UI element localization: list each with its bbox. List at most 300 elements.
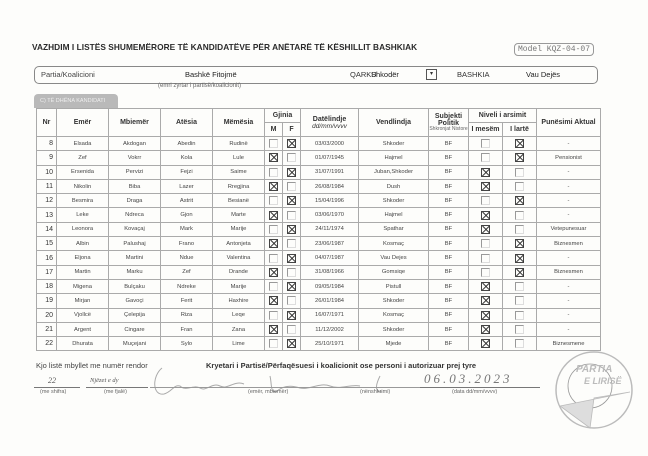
header-subjekti xyxy=(429,109,469,137)
gender-m-cell xyxy=(265,194,283,208)
education-larte-cell xyxy=(503,165,537,179)
first-name: Vjollcë xyxy=(57,308,109,322)
political-subject: BF xyxy=(429,322,469,336)
last-name: Marku xyxy=(109,265,161,279)
education-mesem-cell xyxy=(469,137,503,151)
table-row xyxy=(37,294,601,308)
candidates-table xyxy=(36,108,601,351)
mother-name: Marije xyxy=(213,222,265,236)
employment: Biznesmen xyxy=(537,237,601,251)
header-punesimi: Punësimi Aktual xyxy=(537,109,601,137)
education-larte-checkbox[interactable] xyxy=(515,196,524,205)
education-larte-checkbox[interactable] xyxy=(515,139,524,148)
table-row xyxy=(37,137,601,151)
political-subject: BF xyxy=(429,194,469,208)
birthplace: Kosmaç xyxy=(359,308,429,322)
birthplace: Pistull xyxy=(359,279,429,293)
birthplace: Mjede xyxy=(359,337,429,351)
education-larte-checkbox[interactable] xyxy=(515,268,524,277)
table-row xyxy=(37,151,601,165)
date-underline xyxy=(420,387,540,388)
education-mesem-cell xyxy=(469,308,503,322)
first-name: Ersenida xyxy=(57,165,109,179)
table-row xyxy=(37,322,601,336)
education-larte-cell xyxy=(503,194,537,208)
last-name: Martini xyxy=(109,251,161,265)
mother-name: Rregjina xyxy=(213,179,265,193)
gender-m-cell xyxy=(265,165,283,179)
education-mesem-checkbox[interactable] xyxy=(481,282,490,291)
education-mesem-checkbox[interactable] xyxy=(481,268,490,277)
birthplace: Shkoder xyxy=(359,194,429,208)
gender-m-cell xyxy=(265,208,283,222)
birthplace: Hajmel xyxy=(359,208,429,222)
political-subject: BF xyxy=(429,251,469,265)
gender-m-cell xyxy=(265,151,283,165)
gender-m-checkbox[interactable] xyxy=(269,182,278,191)
first-name: Martin xyxy=(57,265,109,279)
gender-m-checkbox[interactable] xyxy=(269,296,278,305)
education-mesem-checkbox[interactable] xyxy=(481,239,490,248)
last-name: Pervizi xyxy=(109,165,161,179)
qarku-dropdown-icon[interactable]: ▾ xyxy=(426,69,437,80)
words-underline xyxy=(86,387,148,388)
gender-f-checkbox[interactable] xyxy=(287,239,296,248)
gender-f-cell xyxy=(283,179,301,193)
education-mesem-cell xyxy=(469,294,503,308)
gender-f-cell xyxy=(283,308,301,322)
employment: - xyxy=(537,322,601,336)
gender-m-checkbox[interactable] xyxy=(269,139,278,148)
table-row xyxy=(37,265,601,279)
row-number: 14 xyxy=(37,222,57,236)
date-of-birth: 01/07/1945 xyxy=(301,151,359,165)
gender-m-cell xyxy=(265,179,283,193)
table-row xyxy=(37,337,601,351)
education-larte-checkbox[interactable] xyxy=(515,182,524,191)
employment: Pensionist xyxy=(537,151,601,165)
employment: - xyxy=(537,165,601,179)
education-mesem-cell xyxy=(469,194,503,208)
hint-date: (data dd/mm/vvvv) xyxy=(452,389,498,395)
row-number: 8 xyxy=(37,137,57,151)
date-of-birth: 26/08/1984 xyxy=(301,179,359,193)
header-niveli: Niveli i arsimit xyxy=(469,109,537,123)
row-number: 17 xyxy=(37,265,57,279)
header-mbiemer: Mbiemër xyxy=(109,109,161,137)
header-gjinia: Gjinia xyxy=(265,109,301,123)
education-mesem-cell xyxy=(469,279,503,293)
employment: Biznesmen xyxy=(537,265,601,279)
political-subject: BF xyxy=(429,237,469,251)
closing-number-digits: 22 xyxy=(48,376,56,385)
gender-f-checkbox[interactable] xyxy=(287,139,296,148)
education-mesem-cell xyxy=(469,265,503,279)
gender-m-checkbox[interactable] xyxy=(269,239,278,248)
date-of-birth: 04/07/1987 xyxy=(301,251,359,265)
date-of-birth: 26/01/1984 xyxy=(301,294,359,308)
gender-m-cell xyxy=(265,265,283,279)
date-of-birth: 16/07/1971 xyxy=(301,308,359,322)
education-mesem-checkbox[interactable] xyxy=(481,225,490,234)
education-mesem-cell xyxy=(469,151,503,165)
gender-f-cell xyxy=(283,165,301,179)
row-number: 10 xyxy=(37,165,57,179)
signature-underline xyxy=(150,387,450,388)
date-of-birth: 15/04/1996 xyxy=(301,194,359,208)
date-of-birth: 24/11/1974 xyxy=(301,222,359,236)
date-of-birth: 03/03/2000 xyxy=(301,137,359,151)
first-name: Dhurata xyxy=(57,337,109,351)
father-name: Fejzi xyxy=(161,165,213,179)
political-subject: BF xyxy=(429,137,469,151)
row-number: 18 xyxy=(37,279,57,293)
bashkia-label: BASHKIA xyxy=(457,70,490,79)
education-larte-cell xyxy=(503,322,537,336)
political-subject: BF xyxy=(429,165,469,179)
gender-f-cell xyxy=(283,237,301,251)
table-row xyxy=(37,194,601,208)
father-name: Gjon xyxy=(161,208,213,222)
education-mesem-checkbox[interactable] xyxy=(481,153,490,162)
education-mesem-cell xyxy=(469,179,503,193)
father-name: Ferit xyxy=(161,294,213,308)
education-mesem-checkbox[interactable] xyxy=(481,139,490,148)
employment: - xyxy=(537,294,601,308)
education-larte-checkbox[interactable] xyxy=(515,153,524,162)
gender-f-checkbox[interactable] xyxy=(287,168,296,177)
gender-m-checkbox[interactable] xyxy=(269,153,278,162)
education-larte-cell xyxy=(503,265,537,279)
first-name: Leonora xyxy=(57,222,109,236)
header-datelindje-label: Datëlindje xyxy=(312,115,347,123)
mother-name: Zana xyxy=(213,322,265,336)
gender-m-cell xyxy=(265,294,283,308)
gender-m-checkbox[interactable] xyxy=(269,211,278,220)
closing-text: Kjo listë mbyllet me numër rendor xyxy=(36,361,148,370)
education-mesem-checkbox[interactable] xyxy=(481,325,490,334)
document-title: VAZHDIM I LISTËS SHUMEMËRORE TË KANDIDATËVE PËR ANËTARË TË KËSHILLIT BASHKIAK xyxy=(32,42,418,52)
last-name: Kovaçaj xyxy=(109,222,161,236)
father-name: Frano xyxy=(161,237,213,251)
table-row xyxy=(37,222,601,236)
gender-m-checkbox[interactable] xyxy=(269,268,278,277)
father-name: Fran xyxy=(161,322,213,336)
mother-name: Leqe xyxy=(213,308,265,322)
row-number: 22 xyxy=(37,337,57,351)
gender-f-cell xyxy=(283,265,301,279)
gender-f-cell xyxy=(283,294,301,308)
education-larte-cell xyxy=(503,294,537,308)
row-number: 19 xyxy=(37,294,57,308)
header-datelindje-format: dd/mm/vvvv xyxy=(312,122,347,130)
political-subject: BF xyxy=(429,337,469,351)
last-name: Ndreca xyxy=(109,208,161,222)
father-name: Mark xyxy=(161,222,213,236)
gender-f-checkbox[interactable] xyxy=(287,325,296,334)
gender-m-cell xyxy=(265,237,283,251)
gender-m-checkbox[interactable] xyxy=(269,339,278,348)
father-name: Kola xyxy=(161,151,213,165)
gender-f-checkbox[interactable] xyxy=(287,282,296,291)
gender-m-checkbox[interactable] xyxy=(269,282,278,291)
row-number: 15 xyxy=(37,237,57,251)
gender-f-cell xyxy=(283,251,301,265)
digits-underline xyxy=(34,387,80,388)
table-row xyxy=(37,179,601,193)
education-larte-checkbox[interactable] xyxy=(515,325,524,334)
date-of-birth: 31/08/1966 xyxy=(301,265,359,279)
table-row xyxy=(37,208,601,222)
education-mesem-cell xyxy=(469,237,503,251)
model-code: Model KQZ-04-07 xyxy=(514,43,594,56)
table-row xyxy=(37,165,601,179)
table-row xyxy=(37,308,601,322)
header-atesia: Atësia xyxy=(161,109,213,137)
gender-f-cell xyxy=(283,208,301,222)
education-mesem-cell xyxy=(469,337,503,351)
hint-words: (me fjalë) xyxy=(104,389,127,395)
gender-f-checkbox[interactable] xyxy=(287,196,296,205)
father-name: Astrit xyxy=(161,194,213,208)
education-mesem-cell xyxy=(469,222,503,236)
first-name: Nikolin xyxy=(57,179,109,193)
education-larte-checkbox[interactable] xyxy=(515,211,524,220)
education-mesem-checkbox[interactable] xyxy=(481,182,490,191)
birthplace: Gomsiqe xyxy=(359,265,429,279)
gender-f-cell xyxy=(283,137,301,151)
political-subject: BF xyxy=(429,308,469,322)
header-gjinia-f: F xyxy=(283,123,301,137)
education-larte-checkbox[interactable] xyxy=(515,296,524,305)
header-datelindje xyxy=(301,109,359,137)
gender-f-cell xyxy=(283,322,301,336)
gender-m-cell xyxy=(265,337,283,351)
mother-name: Marte xyxy=(213,208,265,222)
gender-f-cell xyxy=(283,194,301,208)
last-name: Biba xyxy=(109,179,161,193)
employment: Biznesmene xyxy=(537,337,601,351)
education-larte-checkbox[interactable] xyxy=(515,168,524,177)
political-subject: BF xyxy=(429,151,469,165)
education-larte-checkbox[interactable] xyxy=(515,282,524,291)
date-of-birth: 31/07/1991 xyxy=(301,165,359,179)
gender-f-checkbox[interactable] xyxy=(287,339,296,348)
party-label: Partia/Koalicioni xyxy=(41,70,95,79)
qarku-label: QARKU xyxy=(350,70,377,79)
education-mesem-checkbox[interactable] xyxy=(481,211,490,220)
education-mesem-cell xyxy=(469,165,503,179)
gender-f-checkbox[interactable] xyxy=(287,182,296,191)
education-larte-checkbox[interactable] xyxy=(515,339,524,348)
education-larte-cell xyxy=(503,222,537,236)
last-name: Vokrr xyxy=(109,151,161,165)
mother-name: Saime xyxy=(213,165,265,179)
mother-name: Drande xyxy=(213,265,265,279)
row-number: 13 xyxy=(37,208,57,222)
gender-f-cell xyxy=(283,222,301,236)
education-larte-cell xyxy=(503,179,537,193)
gender-f-checkbox[interactable] xyxy=(287,268,296,277)
gender-f-checkbox[interactable] xyxy=(287,211,296,220)
header-gjinia-m: M xyxy=(265,123,283,137)
political-subject: BF xyxy=(429,279,469,293)
birthplace: Dush xyxy=(359,179,429,193)
row-number: 12 xyxy=(37,194,57,208)
closing-number-words: Njëzet e dy xyxy=(90,377,119,384)
gender-m-checkbox[interactable] xyxy=(269,168,278,177)
father-name: Lazer xyxy=(161,179,213,193)
mother-name: Antonjeta xyxy=(213,237,265,251)
education-larte-checkbox[interactable] xyxy=(515,254,524,263)
gender-m-cell xyxy=(265,322,283,336)
employment: - xyxy=(537,279,601,293)
education-mesem-checkbox[interactable] xyxy=(481,311,490,320)
political-subject: BF xyxy=(429,265,469,279)
gender-f-cell xyxy=(283,337,301,351)
education-mesem-checkbox[interactable] xyxy=(481,168,490,177)
first-name: Argent xyxy=(57,322,109,336)
education-larte-checkbox[interactable] xyxy=(515,239,524,248)
date-of-birth: 09/05/1984 xyxy=(301,279,359,293)
date-of-birth: 23/06/1987 xyxy=(301,237,359,251)
gender-m-checkbox[interactable] xyxy=(269,225,278,234)
header-emer: Emër xyxy=(57,109,109,137)
birthplace: Juban,Shkoder xyxy=(359,165,429,179)
mother-name: Haxhire xyxy=(213,294,265,308)
education-larte-checkbox[interactable] xyxy=(515,225,524,234)
last-name: Cingare xyxy=(109,322,161,336)
row-number: 16 xyxy=(37,251,57,265)
employment: Vetepunesuar xyxy=(537,222,601,236)
father-name: Sylo xyxy=(161,337,213,351)
first-name: Migena xyxy=(57,279,109,293)
education-larte-cell xyxy=(503,137,537,151)
svg-text:E LIRISË: E LIRISË xyxy=(584,376,622,386)
first-name: Zef xyxy=(57,151,109,165)
hint-digits: (me shifra) xyxy=(40,389,67,395)
gender-f-checkbox[interactable] xyxy=(287,254,296,263)
mother-name: Rudinë xyxy=(213,137,265,151)
mother-name: Lime xyxy=(213,337,265,351)
handwritten-date: 06.03.2023 xyxy=(424,371,513,386)
employment: - xyxy=(537,208,601,222)
political-subject: BF xyxy=(429,208,469,222)
first-name: Mirjan xyxy=(57,294,109,308)
birthplace: Shkoder xyxy=(359,322,429,336)
header-vendlindja: Vendlindja xyxy=(359,109,429,137)
gender-m-cell xyxy=(265,222,283,236)
signatory-title: Kryetari i Partisë/Përfaqësuesi i koalicionit ose personi i autorizuar prej tyre xyxy=(206,361,477,370)
political-subject: BF xyxy=(429,179,469,193)
employment: - xyxy=(537,137,601,151)
first-name: Albin xyxy=(57,237,109,251)
header-niveli-mesem: I mesëm xyxy=(469,123,503,137)
mother-name: Lule xyxy=(213,151,265,165)
row-number: 21 xyxy=(37,322,57,336)
political-subject: BF xyxy=(429,294,469,308)
gender-m-checkbox[interactable] xyxy=(269,254,278,263)
education-mesem-checkbox[interactable] xyxy=(481,339,490,348)
svg-text:PARTIA: PARTIA xyxy=(576,364,613,375)
bashkia-field[interactable]: Vau Dejës xyxy=(526,70,561,79)
party-stamp xyxy=(550,348,640,432)
father-name: Zef xyxy=(161,265,213,279)
row-number: 11 xyxy=(37,179,57,193)
header-subjekti-label: Subjekti Politik xyxy=(434,113,463,127)
mother-name: Besianë xyxy=(213,194,265,208)
birthplace: Kosmaç xyxy=(359,237,429,251)
gender-f-cell xyxy=(283,151,301,165)
gender-m-cell xyxy=(265,251,283,265)
mother-name: Marije xyxy=(213,279,265,293)
education-mesem-checkbox[interactable] xyxy=(481,196,490,205)
section-tab: C) TË DHËNA KANDIDATI xyxy=(34,94,118,108)
birthplace: Hajmel xyxy=(359,151,429,165)
political-subject: BF xyxy=(429,222,469,236)
party-name-field[interactable]: Bashkë Fitojmë xyxy=(185,70,237,79)
gender-m-cell xyxy=(265,279,283,293)
education-mesem-checkbox[interactable] xyxy=(481,254,490,263)
gender-m-checkbox[interactable] xyxy=(269,325,278,334)
party-hint: (emri zyrtar i partisë/koalicionit) xyxy=(158,83,242,89)
employment: - xyxy=(537,251,601,265)
last-name: Bulçaku xyxy=(109,279,161,293)
gender-m-cell xyxy=(265,308,283,322)
date-of-birth: 25/10/1971 xyxy=(301,337,359,351)
hint-name: (emër, mbiemër) xyxy=(248,389,289,395)
first-name: Elsada xyxy=(57,137,109,151)
last-name: Draga xyxy=(109,194,161,208)
education-mesem-cell xyxy=(469,208,503,222)
last-name: Gavoçi xyxy=(109,294,161,308)
row-number: 9 xyxy=(37,151,57,165)
birthplace: Vau Dejes xyxy=(359,251,429,265)
education-larte-cell xyxy=(503,279,537,293)
header-nr: Nr xyxy=(37,109,57,137)
education-mesem-checkbox[interactable] xyxy=(481,296,490,305)
gender-f-checkbox[interactable] xyxy=(287,311,296,320)
education-larte-checkbox[interactable] xyxy=(515,311,524,320)
father-name: Abedin xyxy=(161,137,213,151)
father-name: Ndue xyxy=(161,251,213,265)
gender-m-checkbox[interactable] xyxy=(269,196,278,205)
gender-f-checkbox[interactable] xyxy=(287,296,296,305)
header-memesia: Mëmësia xyxy=(213,109,265,137)
row-number: 20 xyxy=(37,308,57,322)
gender-f-checkbox[interactable] xyxy=(287,153,296,162)
father-name: Ndreke xyxy=(161,279,213,293)
header-niveli-larte: I lartë xyxy=(503,123,537,137)
date-of-birth: 11/12/2002 xyxy=(301,322,359,336)
birthplace: Spathar xyxy=(359,222,429,236)
last-name: Muçejani xyxy=(109,337,161,351)
gender-f-checkbox[interactable] xyxy=(287,225,296,234)
last-name: Palushaj xyxy=(109,237,161,251)
education-mesem-cell xyxy=(469,251,503,265)
employment: - xyxy=(537,308,601,322)
handwritten-signature xyxy=(150,362,390,402)
table-row xyxy=(37,251,601,265)
education-larte-cell xyxy=(503,151,537,165)
education-larte-cell xyxy=(503,208,537,222)
gender-f-cell xyxy=(283,279,301,293)
gender-m-checkbox[interactable] xyxy=(269,311,278,320)
education-larte-cell xyxy=(503,237,537,251)
first-name: Besmira xyxy=(57,194,109,208)
qarku-field[interactable]: Shkodër xyxy=(371,70,399,79)
header-subjekti-sub: Shkronjat Nistore xyxy=(429,126,468,132)
